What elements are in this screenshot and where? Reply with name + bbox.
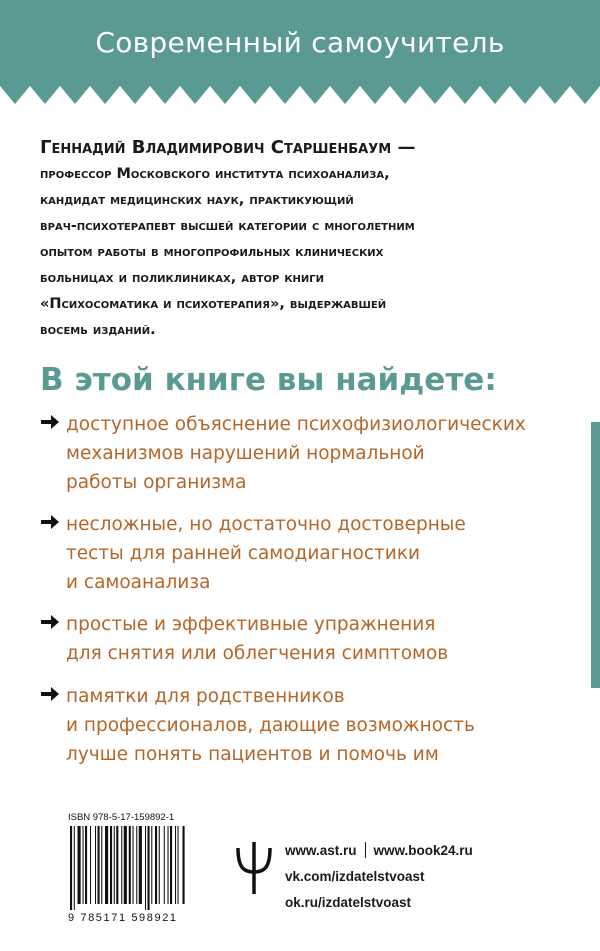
barcode-bar	[121, 826, 122, 904]
barcode-bar	[78, 826, 81, 904]
barcode-bar	[148, 826, 150, 910]
feature-line: простые и эффективные упражнения	[66, 614, 436, 635]
barcode-icon	[68, 826, 226, 910]
barcode-bar	[114, 826, 115, 904]
author-bio-line: врач-психотерапевт высшей категории с многолетним	[40, 218, 415, 234]
author-bio-line: профессор Московского института психоанализа,	[40, 166, 390, 182]
link-book24[interactable]: www.book24.ru	[373, 843, 473, 858]
feature-line: и профессионалов, дающие возможность	[66, 715, 475, 736]
barcode-bar	[105, 826, 108, 904]
link-ast[interactable]: www.ast.ru	[285, 843, 357, 858]
barcode-bar	[178, 826, 179, 904]
barcode-bar	[168, 826, 169, 904]
author-name: Геннадий Владимирович Старшенбаум —	[40, 137, 416, 158]
feature-text	[66, 610, 576, 668]
feature-line: доступное объяснение психофизиологических	[66, 414, 526, 435]
barcode-bar	[101, 826, 102, 904]
arrow-right-icon	[40, 414, 60, 430]
barcode-bar	[95, 826, 96, 904]
publisher-psi-logo-icon	[234, 838, 274, 898]
barcode-bar	[139, 826, 142, 904]
barcode-bar	[129, 826, 131, 904]
barcode-bar	[98, 826, 100, 904]
feature-line: и самоанализа	[66, 572, 211, 593]
barcode-bar	[155, 826, 157, 904]
link-ok[interactable]: ok.ru/izdatelstvoast	[285, 895, 412, 910]
barcode-bar	[70, 826, 72, 910]
barcode-bar	[136, 826, 137, 904]
arrow-right-icon	[40, 686, 60, 702]
barcode-bar	[145, 826, 146, 910]
author-bio-line: больницах и поликлиниках, автор книги	[40, 270, 325, 286]
author-bio	[40, 135, 580, 343]
feature-line: для снятия или облегчения симптомов	[66, 643, 449, 664]
links-row-sites	[285, 838, 585, 864]
barcode-bar	[74, 826, 75, 910]
barcode-bar	[159, 826, 160, 904]
barcode-bar	[164, 826, 165, 904]
feature-line: работы организма	[66, 472, 247, 493]
feature-text	[66, 510, 576, 597]
feature-line: механизмов нарушений нормальной	[66, 443, 425, 464]
feature-line: несложные, но достаточно достоверные	[66, 514, 466, 535]
arrow-right-icon	[40, 514, 60, 530]
barcode-bar	[116, 826, 118, 904]
link-separator	[365, 842, 366, 858]
barcode-bar	[85, 826, 87, 904]
side-accent-tab	[591, 422, 600, 688]
author-bio-line: опытом работы в многопрофильных клинических	[40, 244, 384, 260]
barcode-bar	[175, 826, 176, 904]
feature-line: тесты для ранней самодиагностики	[66, 543, 421, 564]
barcode-bar	[124, 826, 127, 904]
feature-text	[66, 410, 576, 497]
feature-line: памятки для родственников	[66, 686, 345, 707]
barcode-bar	[110, 826, 112, 904]
barcode-bar	[151, 826, 152, 904]
link-vk[interactable]: vk.com/izdatelstvoast	[285, 869, 425, 884]
author-bio-line: «Психосоматика и психотерапия», выдержавшей	[40, 296, 387, 312]
isbn-label: ISBN 978-5-17-159892-1	[68, 812, 175, 823]
section-heading: В этой книге вы найдете:	[40, 362, 497, 398]
barcode-bar	[133, 826, 134, 904]
top-banner	[0, 0, 600, 104]
author-bio-line: кандидат медицинских наук, практикующий	[40, 192, 354, 208]
barcode-number: 9 785171 598921	[68, 912, 178, 924]
barcode-bar	[183, 826, 185, 904]
feature-text	[66, 682, 576, 769]
author-bio-line: восемь изданий.	[40, 322, 156, 338]
arrow-right-icon	[40, 614, 60, 630]
series-title: Современный самоучитель	[95, 26, 505, 59]
publisher-links	[285, 838, 585, 916]
barcode-bar	[170, 826, 172, 904]
barcode-bar	[90, 826, 91, 904]
feature-line: лучше понять пациентов и помочь им	[66, 744, 439, 765]
barcode-bar	[83, 826, 84, 904]
